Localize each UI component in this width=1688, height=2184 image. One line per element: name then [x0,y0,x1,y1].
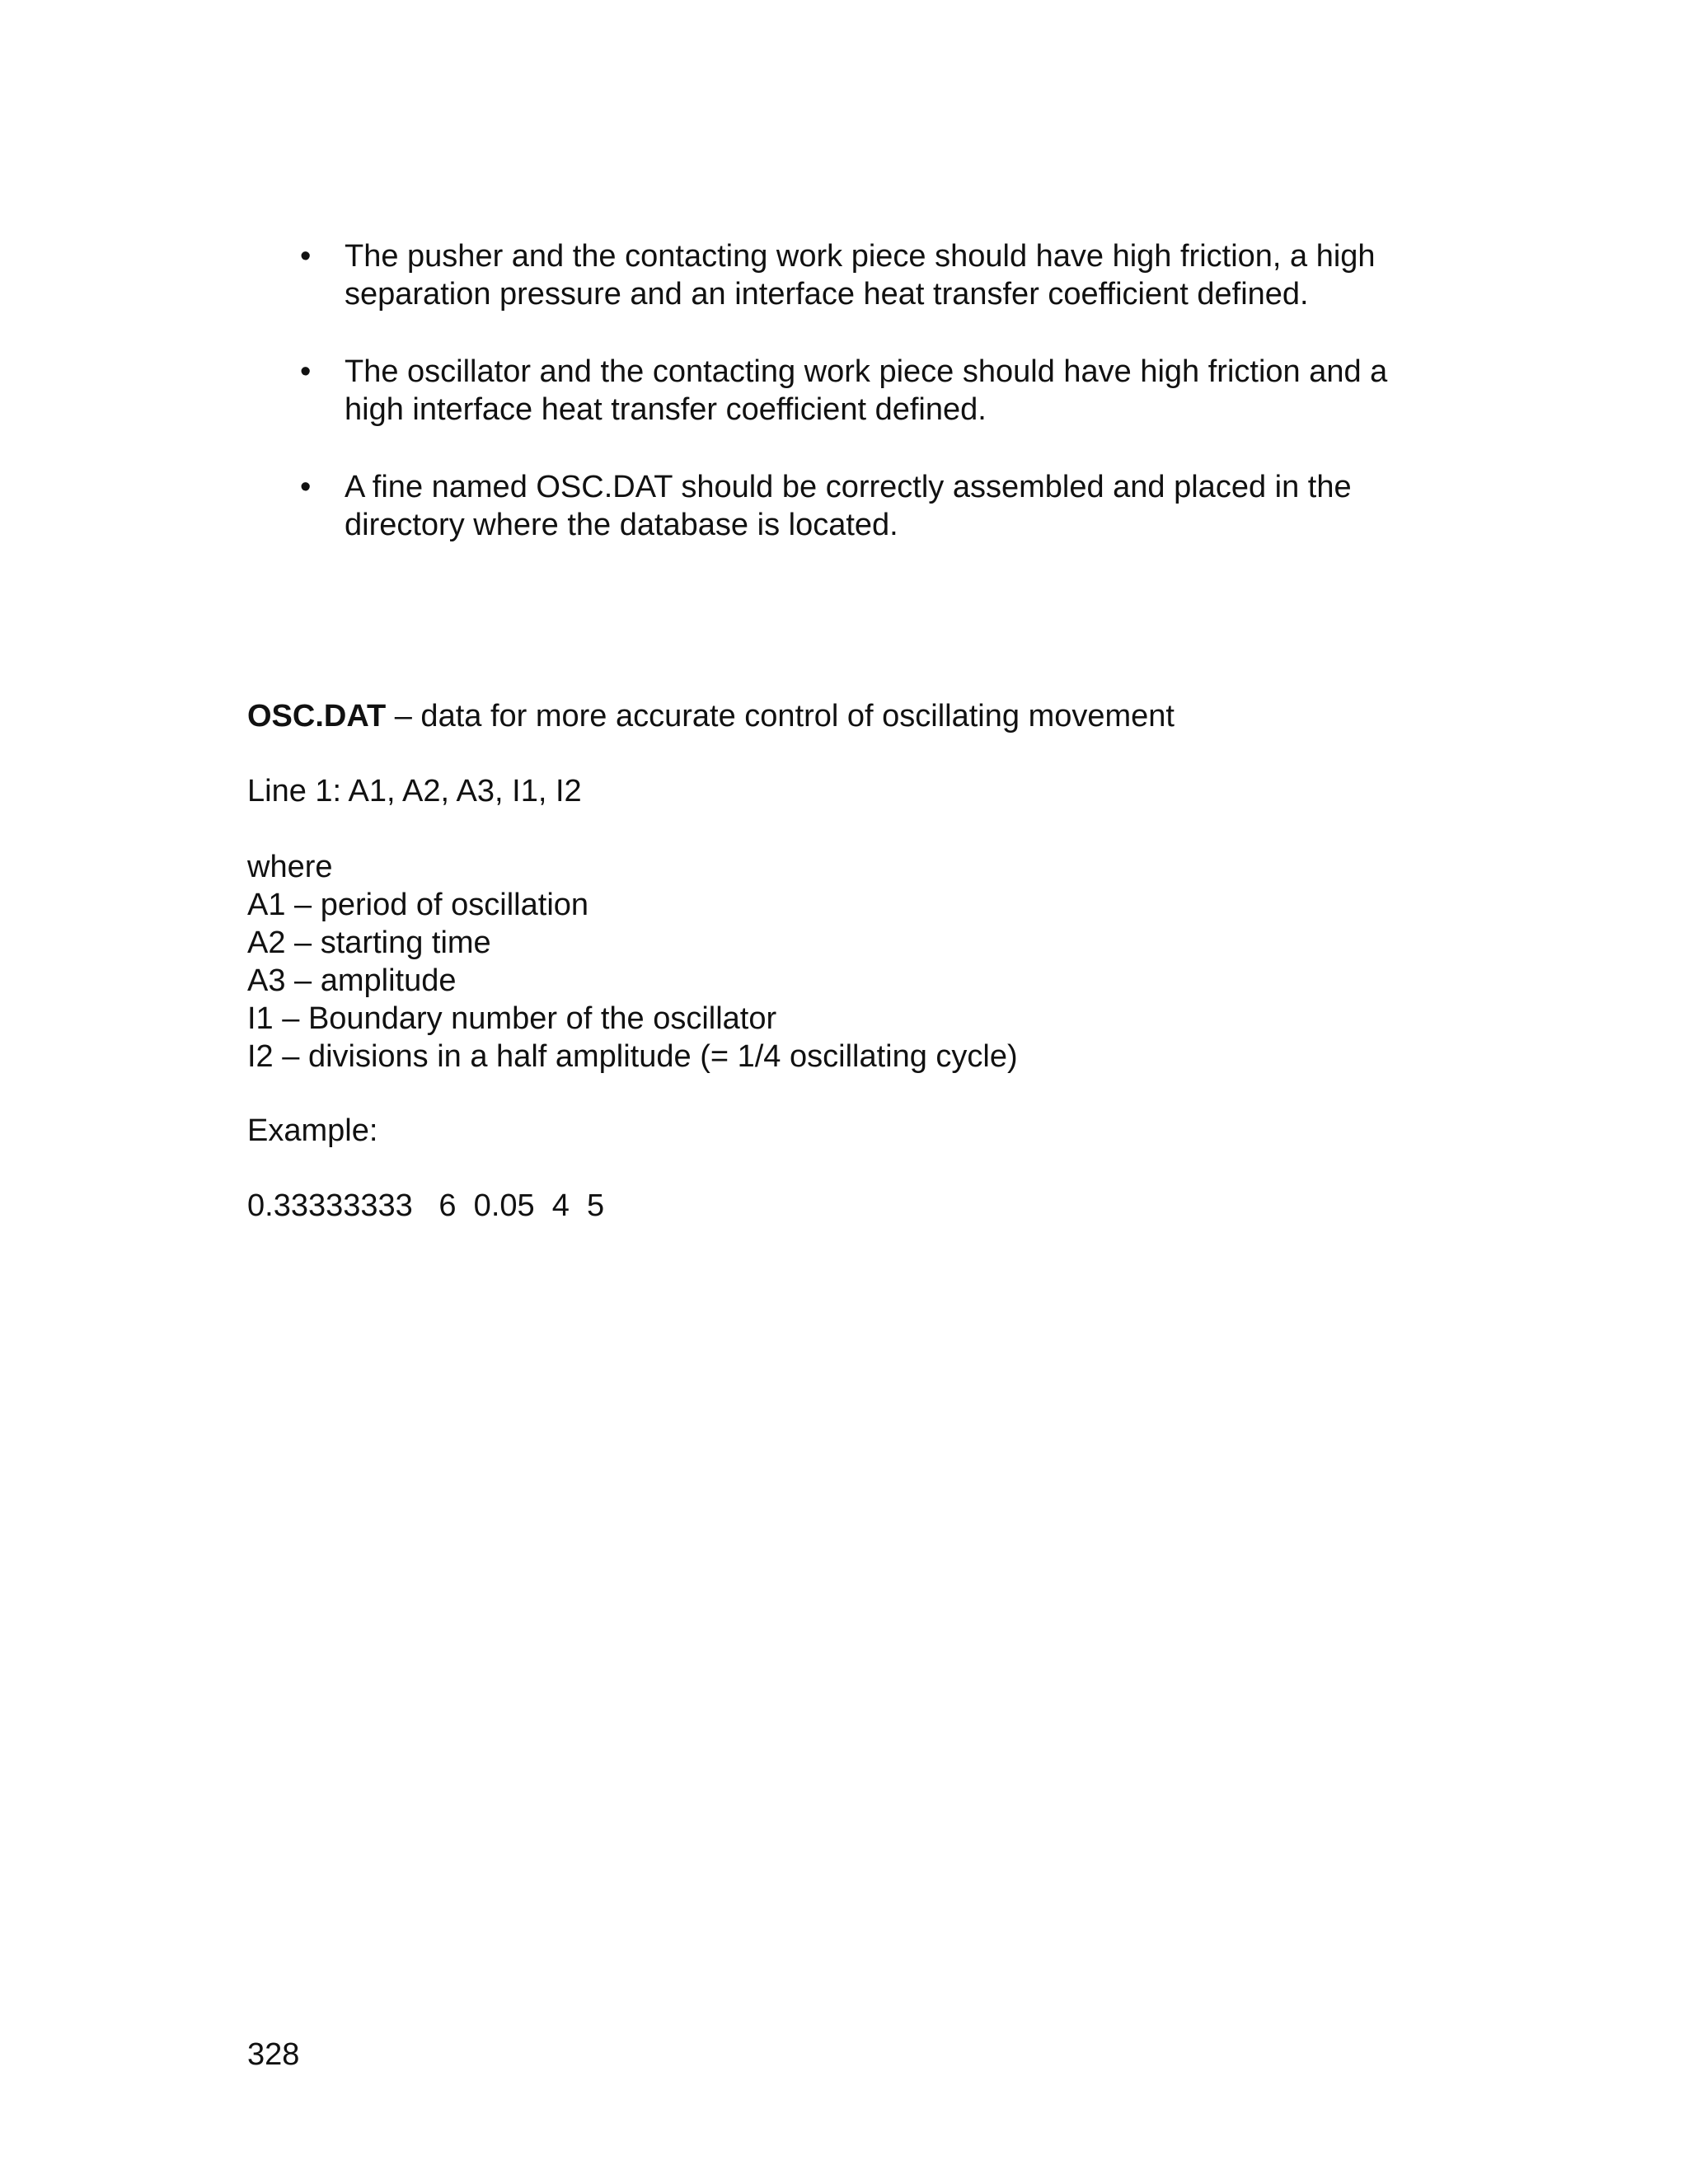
list-item [300,353,1454,429]
line-format: Line 1: A1, A2, A3, I1, I2 [247,774,582,808]
heading-description: – data for more accurate control of oscillating movement [386,699,1175,733]
list-item [300,237,1454,313]
definition-item: I2 – divisions in a half amplitude (= 1/4 oscillating cycle) [247,1039,1018,1074]
definition-item: A3 – amplitude [247,963,457,998]
example-label: Example: [247,1113,378,1148]
bullet-icon: • [300,470,312,504]
bullet-icon: • [300,239,312,274]
heading-filename: OSC.DAT [247,699,387,733]
section-heading [247,697,1484,735]
bullet-text: The oscillator and the contacting work piece should have high friction and a high interface heat transfer coefficient defined. [345,354,1388,427]
definition-item: I1 – Boundary number of the oscillator [247,1001,777,1036]
requirements-list [300,237,1454,583]
bullet-icon: • [300,354,312,389]
definition-item: A2 – starting time [247,926,491,960]
where-label: where [247,850,333,884]
list-item [300,468,1454,544]
definitions-block [247,848,1484,1076]
example-values: 0.33333333 6 0.05 4 5 [247,1188,605,1223]
bullet-text: The pusher and the contacting work piece should have high friction, a high separation pressure and an interface heat transfer coefficient defined. [345,239,1376,312]
definition-item: A1 – period of oscillation [247,888,589,922]
bullet-text: A fine named OSC.DAT should be correctly assembled and placed in the directory where the database is located. [345,470,1352,542]
page-number: 328 [247,2037,300,2072]
